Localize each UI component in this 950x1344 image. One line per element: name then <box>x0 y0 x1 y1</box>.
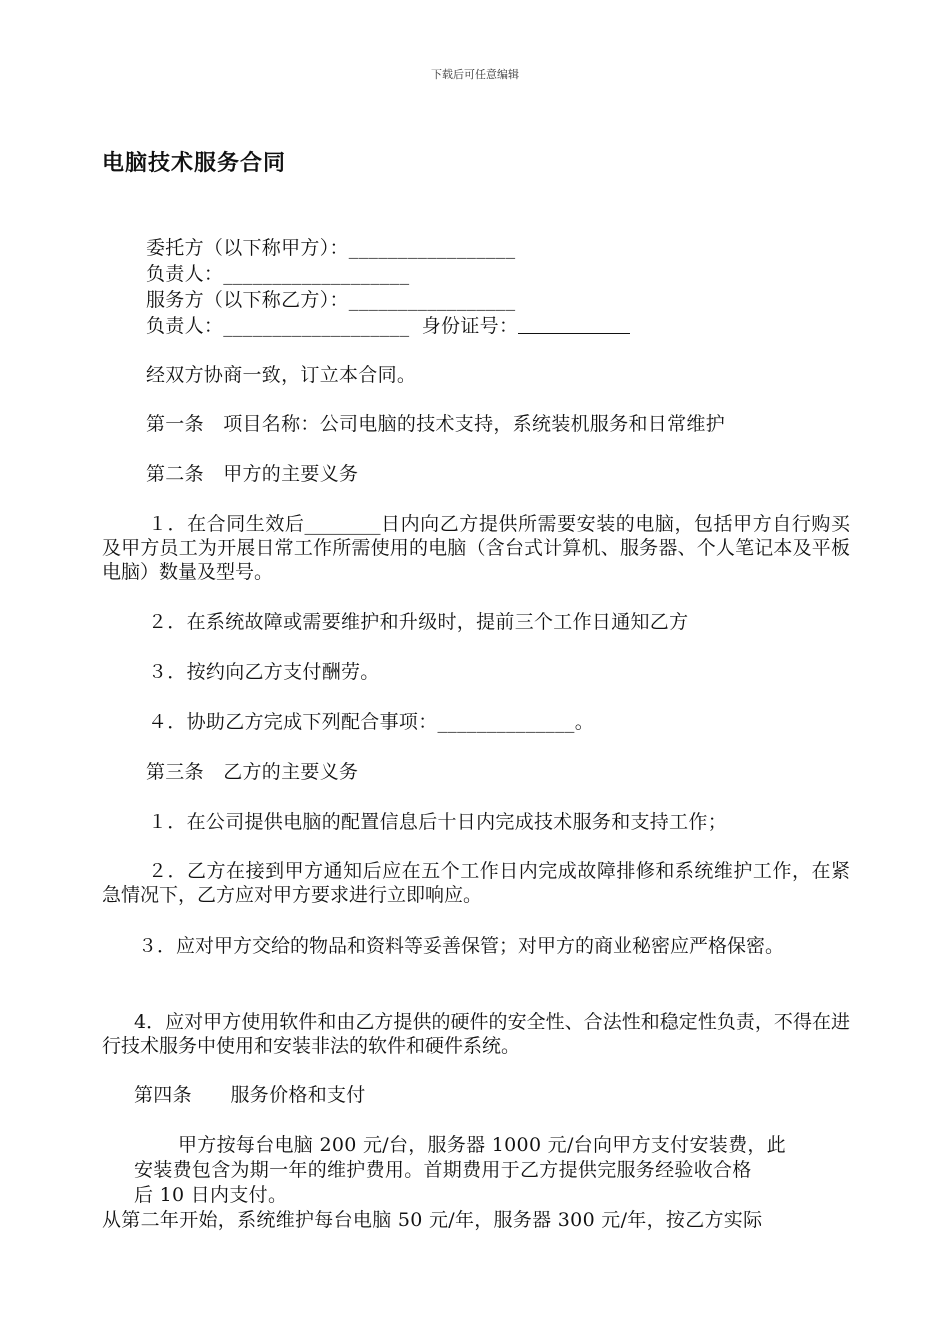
client-line: 委托方（以下称甲方）：_________________ <box>146 237 516 259</box>
article2-heading: 第二条 甲方的主要义务 <box>146 463 359 485</box>
article2-item2: ２．在系统故障或需要维护和升级时，提前三个工作日通知乙方 <box>148 611 689 633</box>
client-person-line: 负责人：___________________ <box>146 263 410 285</box>
article2-item4: ４．协助乙方完成下列配合事项：______________。 <box>148 711 595 733</box>
provider-line: 服务方（以下称乙方）：_________________ <box>146 289 516 311</box>
id-blank-line <box>518 315 630 334</box>
article4-para1-line1: 甲方按每台电脑 200 元/台，服务器 1000 元/台向甲方支付安装费，此 <box>178 1134 786 1156</box>
article4-para1-line2: 安装费包含为期一年的维护费用。首期费用于乙方提供完服务经验收合格 <box>134 1159 752 1181</box>
article3-item4: 4．应对甲方使用软件和由乙方提供的硬件的安全性、合法性和稳定性负责，不得在进行技术服务中使用和安装非法的软件和硬件系统。 <box>102 1011 850 1057</box>
article2-item3: ３．按约向乙方支付酬劳。 <box>148 661 380 683</box>
article3-item1: １．在公司提供电脑的配置信息后十日内完成技术服务和支持工作； <box>148 811 728 833</box>
header-note: 下载后可任意编辑 <box>431 68 519 81</box>
article3-item3: ３．应对甲方交给的物品和资料等妥善保管；对甲方的商业秘密应严格保密。 <box>138 935 785 957</box>
provider-person-row <box>146 314 630 338</box>
article3-heading: 第三条 乙方的主要义务 <box>146 761 359 783</box>
article4-heading: 第四条 服务价格和支付 <box>134 1084 366 1106</box>
article3-item2: ２．乙方在接到甲方通知后应在五个工作日内完成故障排修和系统维护工作，在紧急情况下，乙方应对甲方要求进行立即响应。 <box>102 860 850 906</box>
id-label: 身份证号： <box>421 315 519 337</box>
article2-item1: １．在合同生效后________日内向乙方提供所需要安装的电脑，包括甲方自行购买及甲方员工为开展日常工作所需使用的电脑（含台式计算机、服务器、个人笔记本及平板电脑）数量及型号。 <box>102 513 850 583</box>
article4-para2-line1: 从第二年开始，系统维护每台电脑 50 元/年，服务器 300 元/年，按乙方实际 <box>102 1209 763 1231</box>
page-title: 电脑技术服务合同 <box>102 151 287 176</box>
intro-text: 经双方协商一致，订立本合同。 <box>146 364 417 386</box>
provider-person-line: 负责人：___________________ <box>146 315 410 337</box>
article1: 第一条 项目名称：公司电脑的技术支持，系统装机服务和日常维护 <box>146 413 726 435</box>
article4-para1-line3: 后 10 日内支付。 <box>134 1184 288 1206</box>
